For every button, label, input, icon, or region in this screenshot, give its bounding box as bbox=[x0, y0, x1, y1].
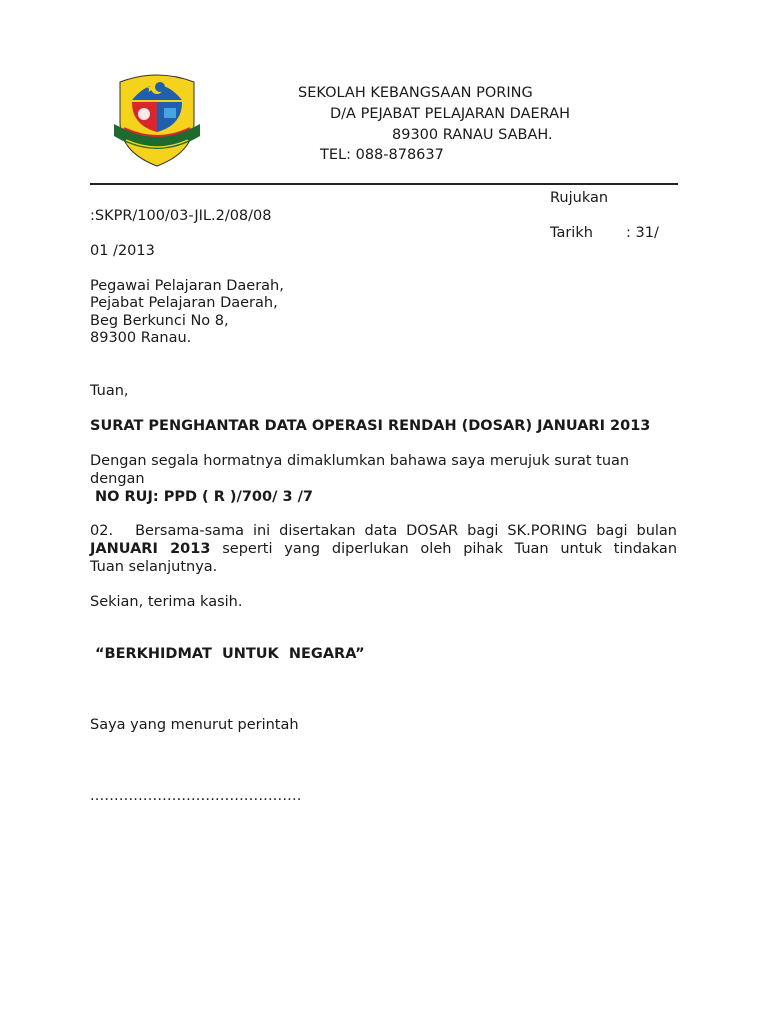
paragraph-02-line-1 bbox=[90, 522, 677, 540]
rujukan-value: :SKPR/100/03-JIL.2/08/08 bbox=[90, 208, 272, 224]
tarikh-value-end: 01 /2013 bbox=[90, 243, 155, 259]
signature-line: ............................................ bbox=[90, 788, 302, 804]
motto: “BERKHIDMAT UNTUK NEGARA” bbox=[95, 646, 365, 662]
paragraph-02-month: JANUARI 2013 bbox=[90, 541, 211, 557]
recipient-line-2: Pejabat Pelajaran Daerah, bbox=[90, 295, 278, 311]
telephone: TEL: 088-878637 bbox=[320, 147, 444, 163]
recipient-line-3: Beg Berkunci No 8, bbox=[90, 313, 229, 329]
intro-line-2: dengan bbox=[90, 471, 145, 487]
school-name: SEKOLAH KEBANGSAAN PORING bbox=[298, 85, 533, 101]
intro-line-1: Dengan segala hormatnya dimaklumkan bahawa saya merujuk surat tuan bbox=[90, 453, 630, 469]
subject-heading: SURAT PENGHANTAR DATA OPERASI RENDAH (DOSAR) JANUARI 2013 bbox=[90, 418, 651, 434]
paragraph-02-line-2 bbox=[90, 540, 677, 558]
tarikh-label: Tarikh bbox=[550, 225, 593, 241]
salutation: Tuan, bbox=[90, 383, 129, 399]
address-line-2: 89300 RANAU SABAH. bbox=[392, 127, 553, 143]
obedient-line: Saya yang menurut perintah bbox=[90, 717, 299, 733]
paragraph-02-text-1: Bersama-sama ini disertakan data DOSAR bagi SK.PORING bagi bulan bbox=[135, 523, 677, 539]
paragraph-02-text-2: seperti yang diperlukan oleh pihak Tuan untuk tindakan bbox=[222, 541, 678, 557]
paragraph-02-line-3: Tuan selanjutnya. bbox=[90, 559, 218, 575]
tarikh-value-start: : 31/ bbox=[626, 225, 659, 241]
header-divider bbox=[90, 183, 678, 185]
closing-text: Sekian, terima kasih. bbox=[90, 594, 243, 610]
address-line-1: D/A PEJABAT PELAJARAN DAERAH bbox=[330, 106, 570, 122]
school-crest-logo bbox=[106, 70, 208, 168]
paragraph-02-number: 02. bbox=[90, 523, 114, 539]
recipient-line-4: 89300 Ranau. bbox=[90, 330, 192, 346]
rujukan-label: Rujukan bbox=[550, 190, 609, 206]
reference-number: NO RUJ: PPD ( R )/700/ 3 /7 bbox=[95, 489, 313, 505]
recipient-line-1: Pegawai Pelajaran Daerah, bbox=[90, 278, 284, 294]
